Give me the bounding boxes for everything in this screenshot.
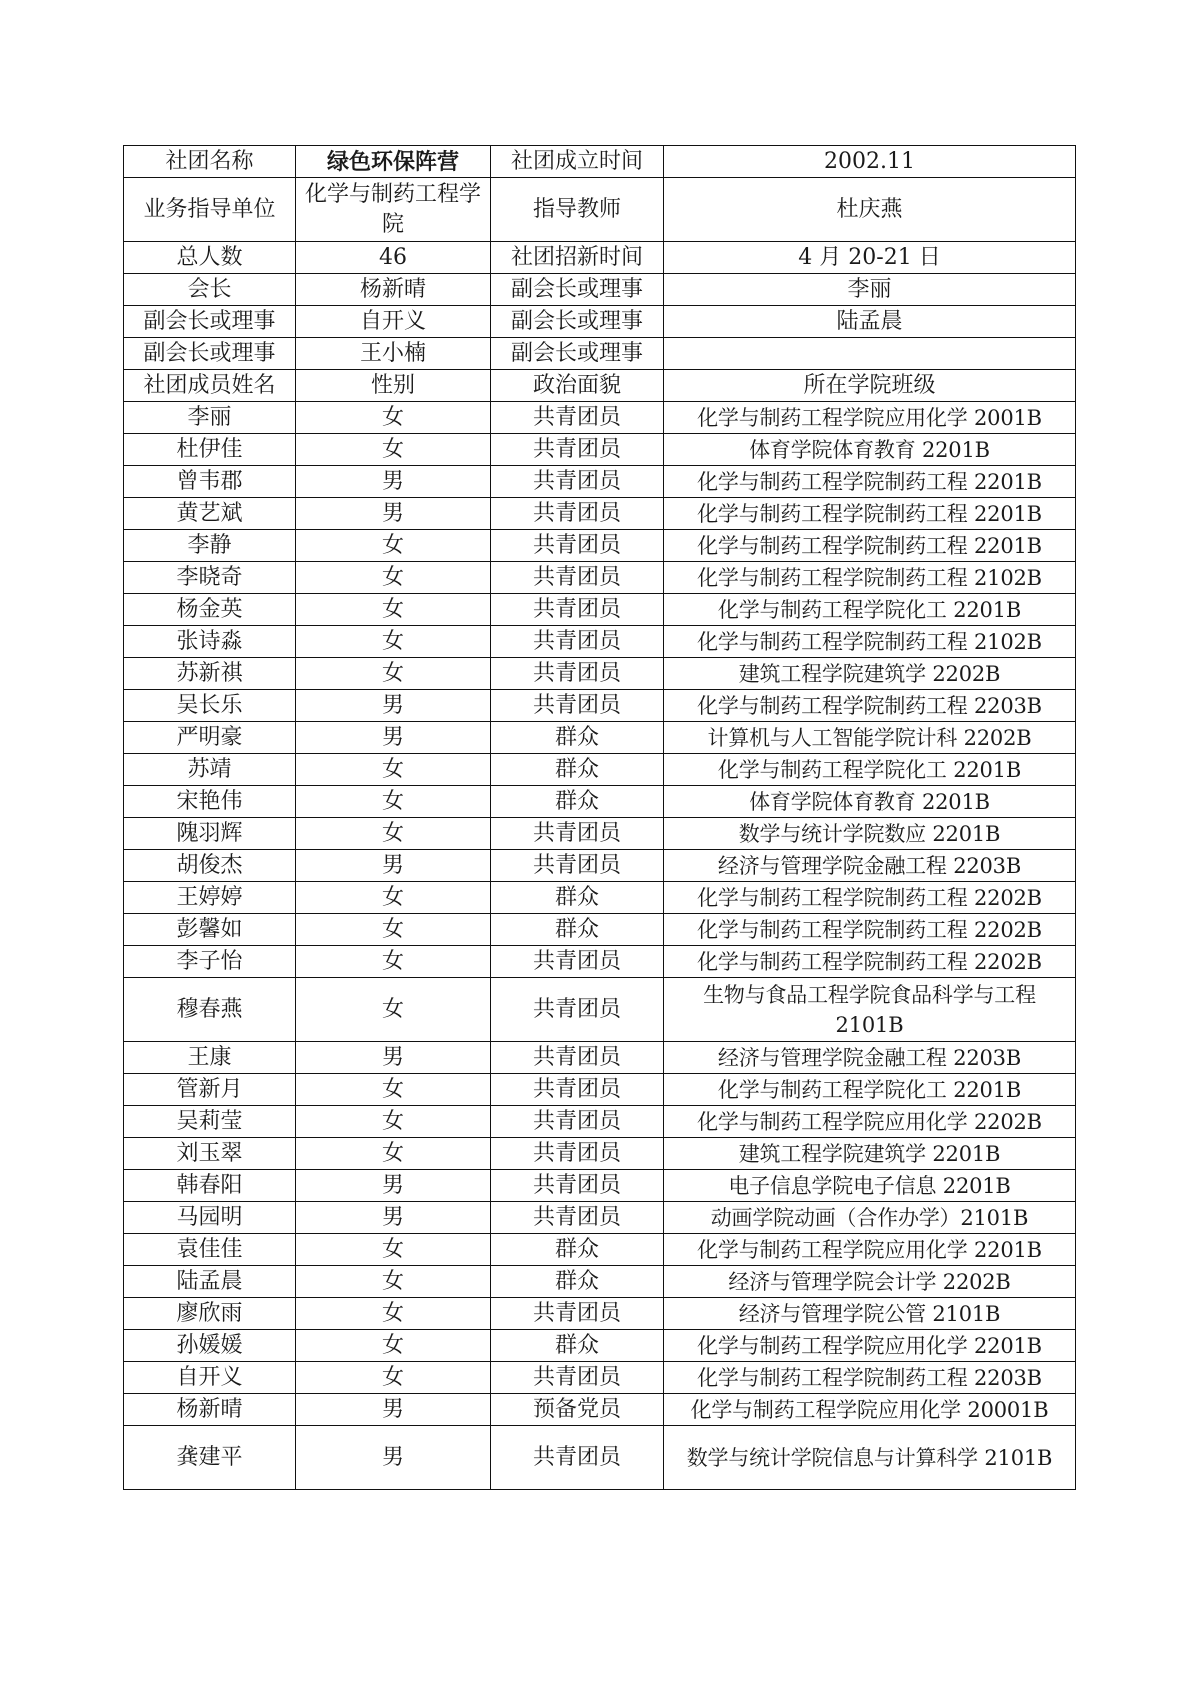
member-gender: 男 xyxy=(296,722,491,754)
member-name: 李静 xyxy=(124,530,296,562)
table-row xyxy=(124,690,1076,722)
member-political: 共青团员 xyxy=(491,434,664,466)
table-row xyxy=(124,1394,1076,1426)
member-gender: 女 xyxy=(296,978,491,1042)
member-name: 杨新晴 xyxy=(124,1394,296,1426)
member-name: 黄艺斌 xyxy=(124,498,296,530)
member-college: 化学与制药工程学院制药工程 2102B xyxy=(664,562,1076,594)
vp-value: 陆孟晨 xyxy=(664,306,1076,338)
member-name: 张诗淼 xyxy=(124,626,296,658)
member-gender: 女 xyxy=(296,1234,491,1266)
member-gender: 男 xyxy=(296,498,491,530)
member-college: 化学与制药工程学院化工 2201B xyxy=(664,1074,1076,1106)
member-political: 共青团员 xyxy=(491,818,664,850)
info-row-total xyxy=(124,242,1076,274)
table-row xyxy=(124,754,1076,786)
member-political: 群众 xyxy=(491,1266,664,1298)
member-college: 体育学院体育教育 2201B xyxy=(664,786,1076,818)
member-gender: 女 xyxy=(296,626,491,658)
table-row xyxy=(124,1426,1076,1490)
member-name: 管新月 xyxy=(124,1074,296,1106)
member-gender: 男 xyxy=(296,690,491,722)
member-college: 计算机与人工智能学院计科 2202B xyxy=(664,722,1076,754)
member-gender: 女 xyxy=(296,530,491,562)
vp-value xyxy=(664,338,1076,370)
table-row xyxy=(124,1202,1076,1234)
table-row xyxy=(124,818,1076,850)
member-gender: 女 xyxy=(296,434,491,466)
member-political: 共青团员 xyxy=(491,1298,664,1330)
member-name: 李晓奇 xyxy=(124,562,296,594)
founded-label: 社团成立时间 xyxy=(491,146,664,178)
table-row xyxy=(124,1362,1076,1394)
member-political: 共青团员 xyxy=(491,978,664,1042)
member-name: 杨金英 xyxy=(124,594,296,626)
vp-label: 副会长或理事 xyxy=(124,338,296,370)
member-political: 共青团员 xyxy=(491,1170,664,1202)
member-college: 化学与制药工程学院化工 2201B xyxy=(664,594,1076,626)
member-political: 群众 xyxy=(491,882,664,914)
table-row xyxy=(124,434,1076,466)
member-gender: 女 xyxy=(296,818,491,850)
table-row xyxy=(124,1074,1076,1106)
info-row-president xyxy=(124,274,1076,306)
member-college: 电子信息学院电子信息 2201B xyxy=(664,1170,1076,1202)
member-political: 共青团员 xyxy=(491,562,664,594)
table-row xyxy=(124,658,1076,690)
member-political: 共青团员 xyxy=(491,466,664,498)
member-college: 生物与食品工程学院食品科学与工程 2101B xyxy=(664,978,1076,1042)
member-college: 经济与管理学院公管 2101B xyxy=(664,1298,1076,1330)
header-college: 所在学院班级 xyxy=(664,370,1076,402)
member-name: 彭馨如 xyxy=(124,914,296,946)
total-label: 总人数 xyxy=(124,242,296,274)
member-gender: 女 xyxy=(296,914,491,946)
header-gender: 性别 xyxy=(296,370,491,402)
member-college: 化学与制药工程学院化工 2201B xyxy=(664,754,1076,786)
member-name: 苏靖 xyxy=(124,754,296,786)
member-gender: 女 xyxy=(296,1298,491,1330)
member-college: 化学与制药工程学院制药工程 2201B xyxy=(664,466,1076,498)
table-row xyxy=(124,498,1076,530)
table-row xyxy=(124,722,1076,754)
member-political: 共青团员 xyxy=(491,530,664,562)
recruit-label: 社团招新时间 xyxy=(491,242,664,274)
table-row xyxy=(124,850,1076,882)
table-row xyxy=(124,626,1076,658)
member-political: 共青团员 xyxy=(491,498,664,530)
member-political: 共青团员 xyxy=(491,1138,664,1170)
guide-unit-label: 业务指导单位 xyxy=(124,178,296,242)
info-row-vp xyxy=(124,338,1076,370)
member-political: 群众 xyxy=(491,914,664,946)
member-college: 数学与统计学院信息与计算科学 2101B xyxy=(664,1426,1076,1490)
member-header-row xyxy=(124,370,1076,402)
club-name-value: 绿色环保阵营 xyxy=(296,146,491,178)
member-political: 共青团员 xyxy=(491,594,664,626)
vp-label: 副会长或理事 xyxy=(491,274,664,306)
total-value: 46 xyxy=(296,242,491,274)
member-gender: 女 xyxy=(296,562,491,594)
member-name: 严明豪 xyxy=(124,722,296,754)
member-political: 共青团员 xyxy=(491,1202,664,1234)
member-name: 李丽 xyxy=(124,402,296,434)
member-gender: 女 xyxy=(296,1362,491,1394)
member-name: 刘玉翠 xyxy=(124,1138,296,1170)
info-row-club xyxy=(124,146,1076,178)
info-row-vp xyxy=(124,306,1076,338)
member-name: 隗羽辉 xyxy=(124,818,296,850)
member-name: 李子怡 xyxy=(124,946,296,978)
member-college: 化学与制药工程学院应用化学 2202B xyxy=(664,1106,1076,1138)
member-college: 化学与制药工程学院制药工程 2203B xyxy=(664,1362,1076,1394)
founded-value: 2002.11 xyxy=(664,146,1076,178)
member-political: 共青团员 xyxy=(491,1106,664,1138)
member-college: 化学与制药工程学院制药工程 2201B xyxy=(664,530,1076,562)
table-row xyxy=(124,562,1076,594)
member-political: 共青团员 xyxy=(491,658,664,690)
table-row xyxy=(124,1138,1076,1170)
vp-label: 副会长或理事 xyxy=(491,306,664,338)
member-gender: 女 xyxy=(296,658,491,690)
member-political: 群众 xyxy=(491,722,664,754)
recruit-value: 4 月 20-21 日 xyxy=(664,242,1076,274)
guide-unit-value: 化学与制药工程学院 xyxy=(296,178,491,242)
president-label: 会长 xyxy=(124,274,296,306)
member-political: 共青团员 xyxy=(491,946,664,978)
member-name: 马园明 xyxy=(124,1202,296,1234)
member-gender: 女 xyxy=(296,1266,491,1298)
member-gender: 男 xyxy=(296,850,491,882)
member-college: 化学与制药工程学院应用化学 20001B xyxy=(664,1394,1076,1426)
table-row xyxy=(124,530,1076,562)
table-row xyxy=(124,978,1076,1042)
member-gender: 女 xyxy=(296,1074,491,1106)
table-row xyxy=(124,1234,1076,1266)
table-row xyxy=(124,402,1076,434)
table-row xyxy=(124,1266,1076,1298)
table-row xyxy=(124,1106,1076,1138)
member-gender: 男 xyxy=(296,1394,491,1426)
vp-value: 李丽 xyxy=(664,274,1076,306)
member-name: 孙媛媛 xyxy=(124,1330,296,1362)
table-row xyxy=(124,946,1076,978)
table-row xyxy=(124,914,1076,946)
member-college: 经济与管理学院会计学 2202B xyxy=(664,1266,1076,1298)
member-college: 化学与制药工程学院应用化学 2201B xyxy=(664,1234,1076,1266)
vp-value: 自开义 xyxy=(296,306,491,338)
member-name: 胡俊杰 xyxy=(124,850,296,882)
member-name: 韩春阳 xyxy=(124,1170,296,1202)
table-row xyxy=(124,594,1076,626)
member-political: 共青团员 xyxy=(491,1426,664,1490)
teacher-label: 指导教师 xyxy=(491,178,664,242)
member-name: 穆春燕 xyxy=(124,978,296,1042)
member-name: 吴长乐 xyxy=(124,690,296,722)
member-college: 化学与制药工程学院应用化学 2001B xyxy=(664,402,1076,434)
member-college: 数学与统计学院数应 2201B xyxy=(664,818,1076,850)
member-college: 化学与制药工程学院制药工程 2202B xyxy=(664,946,1076,978)
vp-label: 副会长或理事 xyxy=(491,338,664,370)
member-college: 建筑工程学院建筑学 2201B xyxy=(664,1138,1076,1170)
member-college: 化学与制药工程学院制药工程 2102B xyxy=(664,626,1076,658)
member-political: 共青团员 xyxy=(491,626,664,658)
member-political: 共青团员 xyxy=(491,402,664,434)
vp-label: 副会长或理事 xyxy=(124,306,296,338)
member-gender: 女 xyxy=(296,786,491,818)
member-gender: 女 xyxy=(296,1106,491,1138)
member-name: 袁佳佳 xyxy=(124,1234,296,1266)
club-name-label: 社团名称 xyxy=(124,146,296,178)
member-name: 王婷婷 xyxy=(124,882,296,914)
table-row xyxy=(124,466,1076,498)
member-gender: 女 xyxy=(296,946,491,978)
member-name: 王康 xyxy=(124,1042,296,1074)
member-political: 共青团员 xyxy=(491,850,664,882)
member-political: 共青团员 xyxy=(491,690,664,722)
member-college: 建筑工程学院建筑学 2202B xyxy=(664,658,1076,690)
table-row xyxy=(124,882,1076,914)
member-gender: 男 xyxy=(296,1426,491,1490)
member-college: 化学与制药工程学院制药工程 2202B xyxy=(664,882,1076,914)
header-political: 政治面貌 xyxy=(491,370,664,402)
member-college: 化学与制药工程学院应用化学 2201B xyxy=(664,1330,1076,1362)
member-political: 共青团员 xyxy=(491,1042,664,1074)
member-name: 曾韦郡 xyxy=(124,466,296,498)
member-name: 陆孟晨 xyxy=(124,1266,296,1298)
member-gender: 男 xyxy=(296,1202,491,1234)
header-name: 社团成员姓名 xyxy=(124,370,296,402)
member-gender: 男 xyxy=(296,1170,491,1202)
table-row xyxy=(124,786,1076,818)
table-row xyxy=(124,1330,1076,1362)
member-name: 自开义 xyxy=(124,1362,296,1394)
table-row xyxy=(124,1042,1076,1074)
member-college: 化学与制药工程学院制药工程 2203B xyxy=(664,690,1076,722)
member-gender: 男 xyxy=(296,466,491,498)
club-roster-table xyxy=(123,145,1076,1490)
member-gender: 女 xyxy=(296,1330,491,1362)
member-name: 苏新祺 xyxy=(124,658,296,690)
teacher-value: 杜庆燕 xyxy=(664,178,1076,242)
member-college: 动画学院动画（合作办学）2101B xyxy=(664,1202,1076,1234)
vp-value: 王小楠 xyxy=(296,338,491,370)
member-gender: 女 xyxy=(296,1138,491,1170)
member-political: 群众 xyxy=(491,1234,664,1266)
member-college: 化学与制药工程学院制药工程 2201B xyxy=(664,498,1076,530)
member-gender: 女 xyxy=(296,594,491,626)
member-college: 经济与管理学院金融工程 2203B xyxy=(664,1042,1076,1074)
member-political: 群众 xyxy=(491,754,664,786)
member-name: 龚建平 xyxy=(124,1426,296,1490)
member-college: 化学与制药工程学院制药工程 2202B xyxy=(664,914,1076,946)
member-college: 经济与管理学院金融工程 2203B xyxy=(664,850,1076,882)
member-gender: 男 xyxy=(296,1042,491,1074)
member-gender: 女 xyxy=(296,402,491,434)
member-gender: 女 xyxy=(296,754,491,786)
member-political: 预备党员 xyxy=(491,1394,664,1426)
table-row xyxy=(124,1298,1076,1330)
president-value: 杨新晴 xyxy=(296,274,491,306)
member-name: 宋艳伟 xyxy=(124,786,296,818)
member-name: 杜伊佳 xyxy=(124,434,296,466)
member-gender: 女 xyxy=(296,882,491,914)
member-political: 群众 xyxy=(491,1330,664,1362)
member-name: 吴莉莹 xyxy=(124,1106,296,1138)
info-row-guide xyxy=(124,178,1076,242)
member-name: 廖欣雨 xyxy=(124,1298,296,1330)
table-row xyxy=(124,1170,1076,1202)
member-political: 共青团员 xyxy=(491,1074,664,1106)
member-political: 共青团员 xyxy=(491,1362,664,1394)
member-college: 体育学院体育教育 2201B xyxy=(664,434,1076,466)
member-political: 群众 xyxy=(491,786,664,818)
